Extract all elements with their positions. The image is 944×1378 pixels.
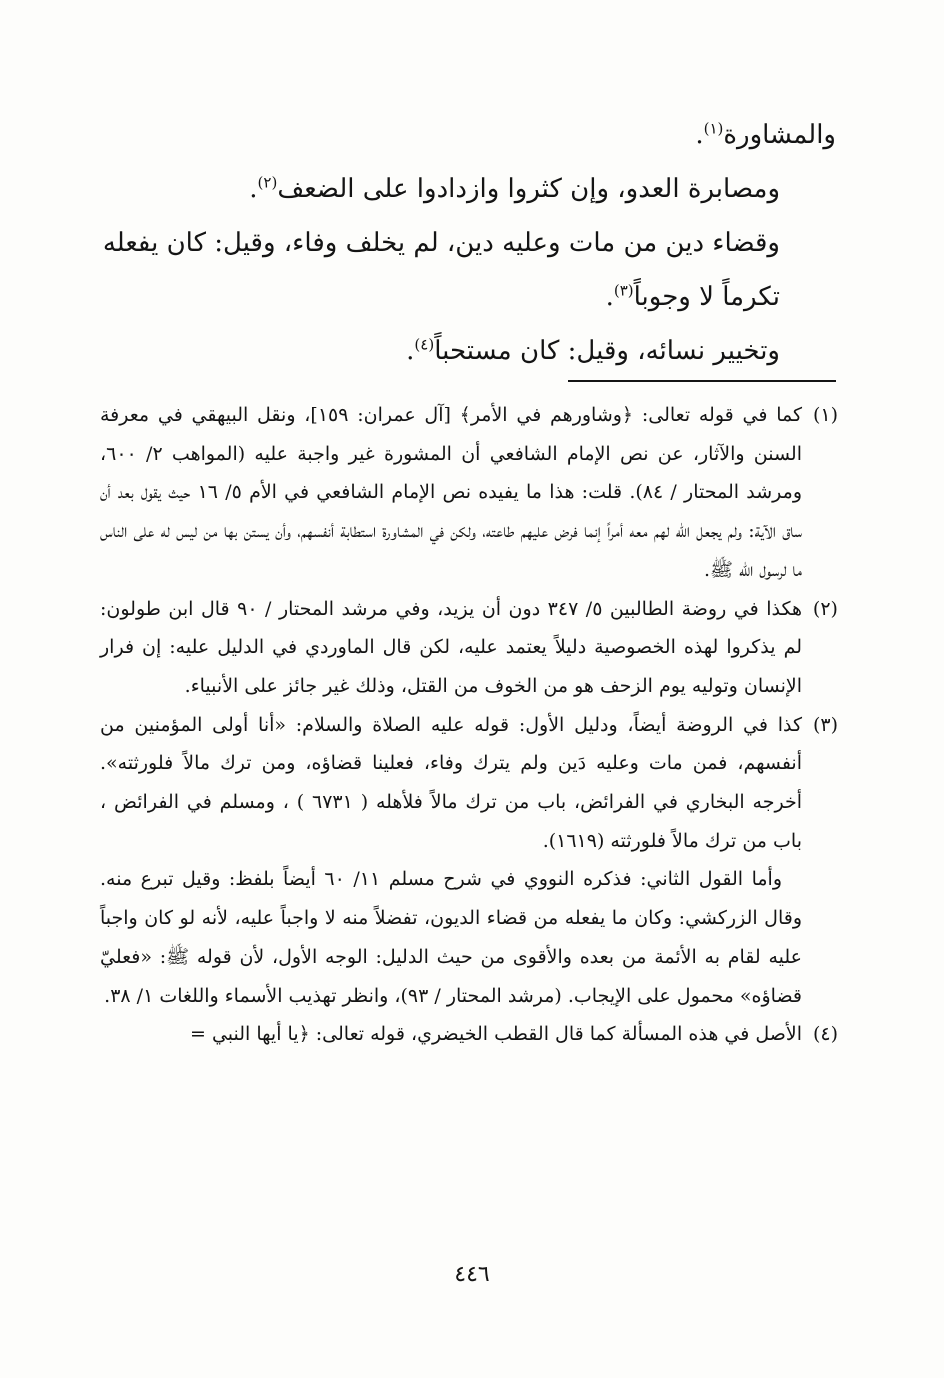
footnote-text: الأصل في هذه المسألة كما قال القطب الخيضري، قوله تعالى: ﴿يا أيها النبي = — [190, 1023, 802, 1046]
end-mark: . — [695, 120, 704, 150]
paragraph-4-text: وتخيير نسائه، وقيل: كان مستحباً — [434, 336, 780, 366]
paragraph-3 — [100, 216, 836, 324]
footnote-3 — [100, 706, 838, 861]
end-mark: . — [406, 336, 415, 366]
footnote-4 — [100, 1015, 838, 1054]
paragraph-2-text: ومصابرة العدو، وإن كثروا وازدادوا على الضعف — [277, 174, 780, 204]
paragraph-3-text: وقضاء دين من مات وعليه دين، لم يخلف وفاء، وقيل: كان يفعله تكرماً لا وجوباً — [102, 228, 780, 312]
footnote-number: (١) — [812, 404, 839, 426]
footnote-ref-3: (٣) — [613, 281, 634, 300]
footnote-text: كما في قوله تعالى: ﴿وشاورهم في الأمر﴾ [آل عمران: ١٥٩]، ونقل البيهقي في معرفة السنن والآثار، عن نص الإمام الشافعي أن المشورة غير واجبة عليه (المواهب ٢/ ٦٠٠، ومرشد المحتار / ٨٤). قلت: هذا ما يفيده نص الإمام الشافعي في الأم ٥/ ١٦ حيث يقول بعد أن ساق الآية: ولم يجعل الله لهم معه أمراً إنما فرض عليهم طاعته، ولكن في المشاورة استطابة أنفسهم، وأن يستن بها من ليس له على الناس ما لرسول الله ﷺ. — [100, 404, 803, 581]
footnote-number: (٣) — [812, 713, 838, 736]
footnotes — [100, 396, 838, 1054]
footnote-ref-1: (١) — [703, 119, 724, 138]
footnote-number: (٤) — [812, 1023, 838, 1046]
end-mark: . — [605, 282, 614, 312]
footnote-text: وأما القول الثاني: فذكره النووي في شرح مسلم ١١/ ٦٠ أيضاً بلفظ: وقيل تبرع منه. وقال الزركشي: وكان ما يفعله من قضاء الديون، تفضلاً منه لا واجباً عليه، لأنه لو كان واجباً عليه لقام به الأئمة من بعده والأقوى من حيث الدليل: الوجه الأول، لأن قوله ﷺ: «فعليّ قضاؤه» محمول على الإيجاب. (مرشد المحتار / ٩٣)، وانظر تهذيب الأسماء واللغات ١/ ٣٨. — [100, 868, 802, 1007]
paragraph-4 — [100, 324, 836, 378]
paragraph-2 — [100, 162, 836, 216]
footnote-1 — [100, 396, 838, 590]
footnote-ref-2: (٢) — [257, 173, 278, 192]
footnote-text: هكذا في روضة الطالبين ٥/ ٣٤٧ دون أن يزيد، وفي مرشد المحتار / ٩٠ قال ابن طولون: لم يذكروا لهذه الخصوصية دليلاً يعتمد عليه، لكن قال الماوردي في الدليل عليه: إن فرار الإنسان وتوليه يوم الزحف هو من الخوف من القتل، وذلك غير جائز على الأنبياء. — [100, 597, 802, 697]
paragraph-1-text: والمشاورة — [723, 120, 836, 150]
footnote-text: كذا في الروضة أيضاً، ودليل الأول: قوله عليه الصلاة والسلام: «أنا أولى المؤمنين من أنفسهم، فمن مات وعليه دَين ولم يترك وفاء، فعلينا قضاؤه، ومن ترك مالاً فلورثته». أخرجه البخاري في الفرائض، باب من ترك مالاً فلأهله ( ٦٧٣١ ) ، ومسلم في الفرائض ، باب من ترك مالاً فلورثته (١٦١٩). — [100, 713, 802, 852]
footnote-2 — [100, 590, 838, 706]
paragraph-1 — [100, 108, 836, 162]
footnote-separator — [568, 380, 836, 382]
footnote-3-continuation — [100, 860, 838, 1015]
footnote-ref-4: (٤) — [414, 335, 435, 354]
end-mark: . — [249, 174, 258, 204]
footnote-number: (٢) — [812, 597, 838, 620]
page-number: ٤٤٦ — [454, 1262, 490, 1287]
main-text — [100, 108, 836, 378]
